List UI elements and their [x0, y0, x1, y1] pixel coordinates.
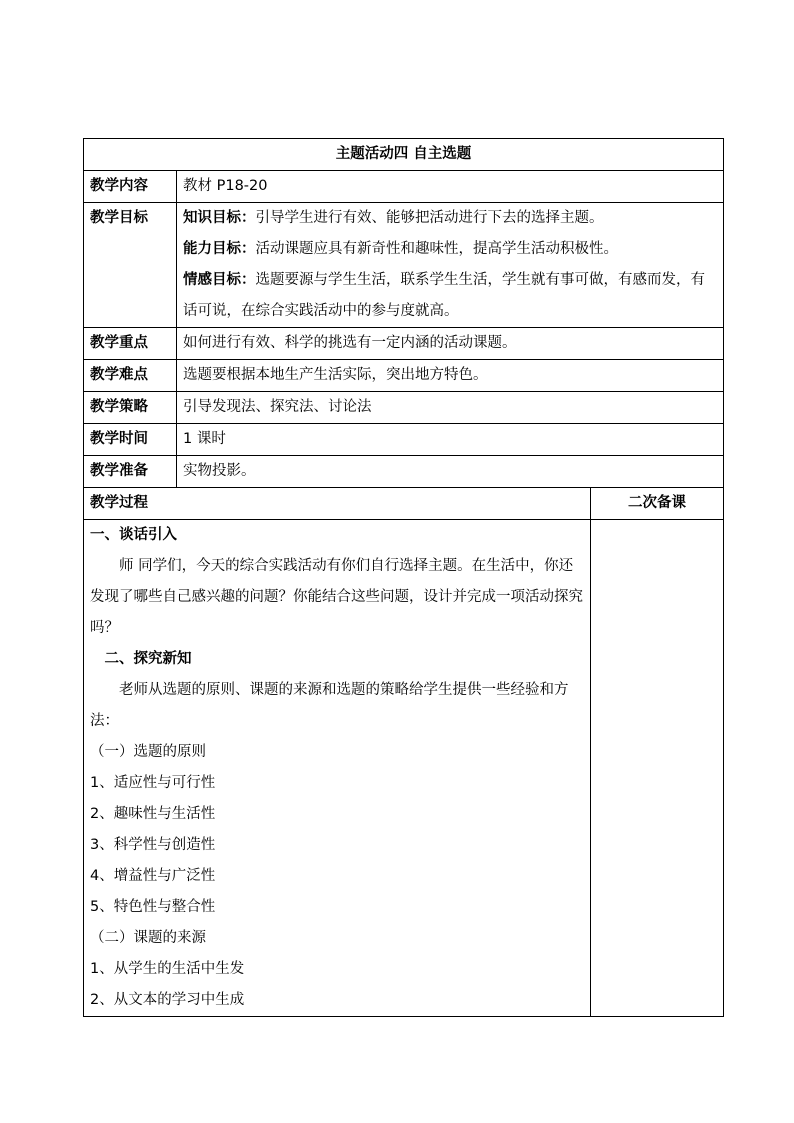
goal-emotion: 情感目标：选题要源与学生生活，联系学生生活，学生就有事可做，有感而发，有话可说，在综合实践活动中的参与度就高。: [183, 272, 705, 319]
page-title: 主题活动四 自主选题: [84, 139, 724, 171]
section2-title: 二、探究新知: [104, 651, 192, 667]
section1-text: 师 同学们，今天的综合实践活动有你们自行选择主题。在生活中，你还发现了哪些自己感兴趣的问题？你能结合这些问题，设计并完成一项活动探究吗？: [90, 558, 583, 636]
row-time: [84, 424, 724, 456]
list-item: 1、从学生的生活中生发: [90, 961, 245, 977]
list-item: 4、增益性与广泛性: [90, 868, 216, 884]
list-item: 1、适应性与可行性: [90, 775, 216, 791]
value-time: 1 课时: [177, 424, 724, 456]
row-key-points: [84, 328, 724, 360]
goal-knowledge: 知识目标：引导学生进行有效、能够把活动进行下去的选择主题。: [183, 210, 604, 226]
label-content: 教学内容: [84, 171, 177, 203]
label-goals: 教学目标: [84, 203, 177, 328]
row-strategy: [84, 392, 724, 424]
row-process-header: [84, 488, 724, 520]
label-preparation: 教学准备: [84, 456, 177, 488]
list-item: 2、趣味性与生活性: [90, 806, 216, 822]
sub1-title: （一）选题的原则: [90, 744, 206, 760]
label-strategy: 教学策略: [84, 392, 177, 424]
revision-cell: [591, 520, 724, 1017]
process-body: [84, 520, 591, 1017]
value-preparation: 实物投影。: [177, 456, 724, 488]
section1-title: 一、谈话引入: [90, 527, 177, 543]
row-content: [84, 171, 724, 203]
row-goals: [84, 203, 724, 328]
label-difficulties: 教学难点: [84, 360, 177, 392]
sub2-title: （二）课题的来源: [90, 930, 206, 946]
list-item: 3、科学性与创造性: [90, 837, 216, 853]
value-key-points: 如何进行有效、科学的挑选有一定内涵的活动课题。: [177, 328, 724, 360]
row-difficulties: [84, 360, 724, 392]
section2-text: 老师从选题的原则、课题的来源和选题的策略给学生提供一些经验和方法：: [90, 682, 569, 729]
revision-label: 二次备课: [591, 488, 724, 520]
value-strategy: 引导发现法、探究法、讨论法: [177, 392, 724, 424]
list-item: 2、从文本的学习中生成: [90, 992, 245, 1008]
label-time: 教学时间: [84, 424, 177, 456]
list-item: 5、特色性与整合性: [90, 899, 216, 915]
goals-cell: [177, 203, 724, 328]
label-key-points: 教学重点: [84, 328, 177, 360]
value-content: 教材 P18-20: [177, 171, 724, 203]
value-difficulties: 选题要根据本地生产生活实际，突出地方特色。: [177, 360, 724, 392]
process-label: 教学过程: [84, 488, 591, 520]
goal-ability: 能力目标：活动课题应具有新奇性和趣味性，提高学生活动积极性。: [183, 241, 618, 257]
row-preparation: [84, 456, 724, 488]
lesson-plan-table: [83, 138, 724, 1017]
row-process-body: [84, 520, 724, 1017]
